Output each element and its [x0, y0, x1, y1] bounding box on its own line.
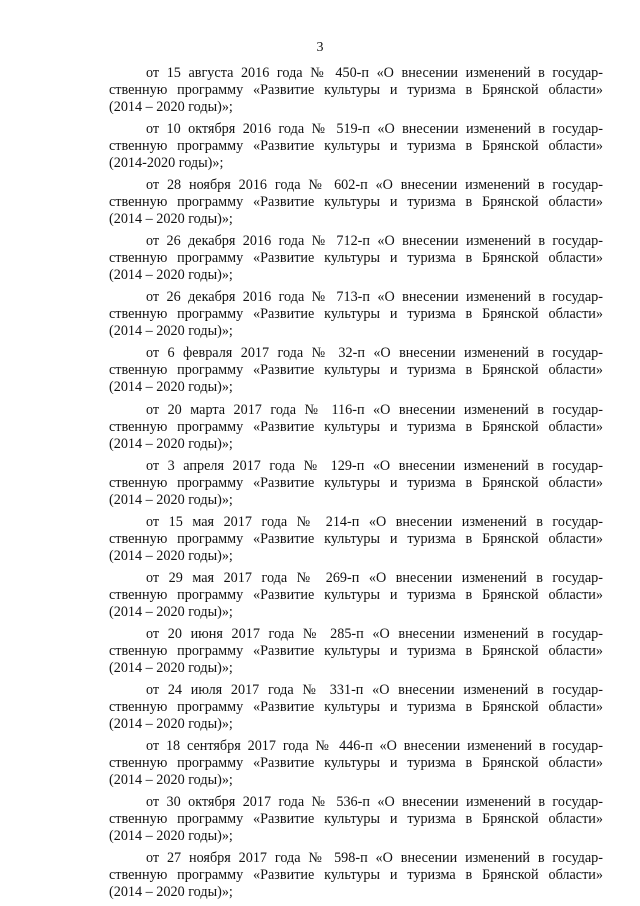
entry-line-3: (2014 – 2020 годы)»;: [109, 435, 233, 452]
resolution-entry: [109, 458, 603, 509]
entry-line-3: (2014 – 2020 годы)»;: [109, 603, 233, 620]
entry-line-2: ственную программу «Развитие культуры и туризма в Брянской области»: [109, 250, 603, 267]
entry-line-1: от 26 декабря 2016 года № 713-п «О внесении изменений в государ-: [146, 289, 603, 306]
resolution-entry: [109, 738, 603, 789]
entry-line-3: (2014 – 2020 годы)»;: [109, 267, 233, 284]
entry-line-1: от 29 мая 2017 года № 269-п «О внесении изменений в государ-: [146, 569, 603, 586]
entry-line-1: от 15 мая 2017 года № 214-п «О внесении изменений в государ-: [146, 513, 603, 530]
entry-line-3: (2014-2020 годы)»;: [109, 155, 224, 172]
resolution-entry: [109, 570, 603, 621]
resolution-entry: [109, 514, 603, 565]
entry-line-1: от 6 февраля 2017 года № 32-п «О внесении изменений в государ-: [146, 345, 603, 362]
entry-line-3: (2014 – 2020 годы)»;: [109, 211, 233, 228]
entry-line-3: (2014 – 2020 годы)»;: [109, 772, 233, 789]
entry-line-2: ственную программу «Развитие культуры и туризма в Брянской области»: [109, 642, 603, 659]
entry-line-1: от 24 июля 2017 года № 331-п «О внесении изменений в государ-: [146, 682, 603, 699]
entry-line-1: от 30 октября 2017 года № 536-п «О внесении изменений в государ-: [146, 794, 603, 811]
entry-line-1: от 15 августа 2016 года № 450-п «О внесении изменений в государ-: [146, 65, 603, 81]
entry-line-2: ственную программу «Развитие культуры и туризма в Брянской области»: [109, 699, 603, 716]
entry-line-1: от 28 ноября 2016 года № 602-п «О внесении изменений в государ-: [146, 177, 603, 194]
entry-line-3: (2014 – 2020 годы)»;: [109, 716, 233, 733]
resolution-list: [109, 65, 603, 906]
resolution-entry: [109, 850, 603, 901]
resolution-entry: [109, 233, 603, 284]
resolution-entry: [109, 121, 603, 172]
entry-line-1: от 3 апреля 2017 года № 129-п «О внесении изменений в государ-: [146, 457, 603, 474]
entry-line-3: (2014 – 2020 годы)»;: [109, 884, 233, 901]
entry-line-2: ственную программу «Развитие культуры и туризма в Брянской области»: [109, 138, 603, 155]
entry-line-1: от 20 марта 2017 года № 116-п «О внесении изменений в государ-: [146, 401, 603, 418]
entry-line-2: ственную программу «Развитие культуры и туризма в Брянской области»: [109, 194, 603, 211]
entry-line-3: (2014 – 2020 годы)»;: [109, 828, 233, 845]
entry-line-3: (2014 – 2020 годы)»;: [109, 99, 233, 115]
entry-line-2: ственную программу «Развитие культуры и туризма в Брянской области»: [109, 82, 603, 98]
entry-line-1: от 27 ноября 2017 года № 598-п «О внесении изменений в государ-: [146, 850, 603, 867]
entry-line-2: ственную программу «Развитие культуры и туризма в Брянской области»: [109, 474, 603, 491]
entry-line-2: ственную программу «Развитие культуры и туризма в Брянской области»: [109, 811, 603, 828]
entry-line-3: (2014 – 2020 годы)»;: [109, 379, 233, 396]
entry-line-2: ственную программу «Развитие культуры и туризма в Брянской области»: [109, 306, 603, 323]
entry-line-2: ственную программу «Развитие культуры и туризма в Брянской области»: [109, 755, 603, 772]
resolution-entry: [109, 65, 603, 116]
entry-line-2: ственную программу «Развитие культуры и туризма в Брянской области»: [109, 362, 603, 379]
entry-line-1: от 10 октября 2016 года № 519-п «О внесении изменений в государ-: [146, 121, 603, 138]
resolution-entry: [109, 794, 603, 845]
entry-line-2: ственную программу «Развитие культуры и туризма в Брянской области»: [109, 530, 603, 547]
resolution-entry: [109, 177, 603, 228]
page-number: 3: [316, 40, 324, 55]
entry-line-3: (2014 – 2020 годы)»;: [109, 659, 233, 676]
entry-line-3: (2014 – 2020 годы)»;: [109, 547, 233, 564]
resolution-entry: [109, 345, 603, 396]
entry-line-3: (2014 – 2020 годы)»;: [109, 323, 233, 340]
resolution-entry: [109, 682, 603, 733]
resolution-entry: [109, 626, 603, 677]
entry-line-2: ственную программу «Развитие культуры и туризма в Брянской области»: [109, 418, 603, 435]
entry-line-3: (2014 – 2020 годы)»;: [109, 491, 233, 508]
entry-line-2: ственную программу «Развитие культуры и туризма в Брянской области»: [109, 867, 603, 884]
entry-line-1: от 26 декабря 2016 года № 712-п «О внесении изменений в государ-: [146, 233, 603, 250]
resolution-entry: [109, 402, 603, 453]
entry-line-1: от 20 июня 2017 года № 285-п «О внесении изменений в государ-: [146, 625, 603, 642]
resolution-entry: [109, 289, 603, 340]
entry-line-1: от 18 сентября 2017 года № 446-п «О внесении изменений в государ-: [146, 738, 603, 755]
entry-line-2: ственную программу «Развитие культуры и туризма в Брянской области»: [109, 586, 603, 603]
